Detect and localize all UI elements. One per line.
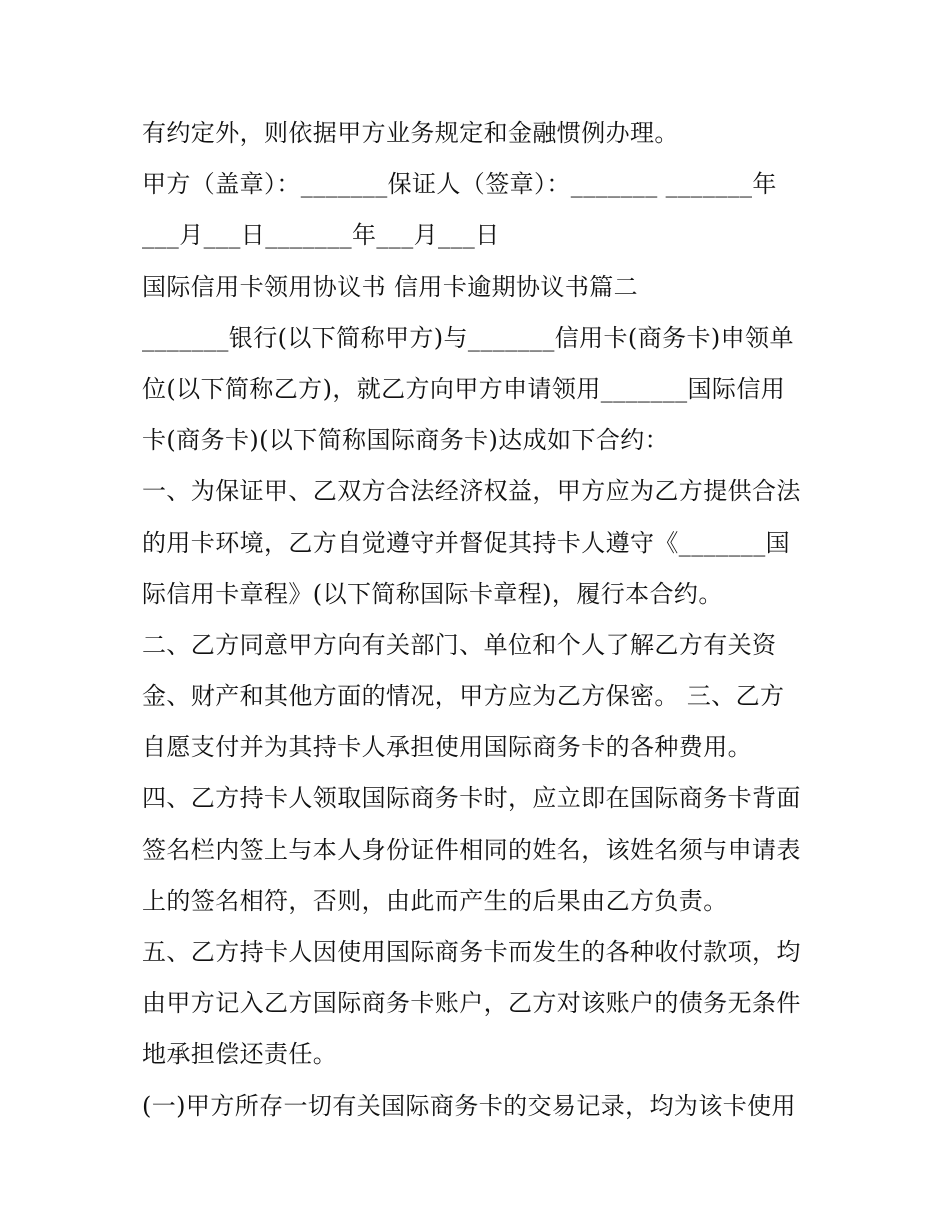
text-line: 上的签名相符，否则，由此而产生的后果由乙方负责。	[142, 886, 728, 915]
document-body	[142, 108, 822, 1132]
text-line: 一、为保证甲、乙双方合法经济权益，甲方应为乙方提供合法	[142, 477, 801, 506]
text-line: 金、财产和其他方面的情况，甲方应为乙方保密。 三、乙方	[142, 682, 785, 711]
text-line: _______银行(以下简称甲方)与_______信用卡(商务卡)申领单	[142, 323, 794, 352]
section-title: 国际信用卡领用协议书 信用卡逾期协议书篇二	[142, 272, 639, 301]
text-line: (一)甲方所存一切有关国际商务卡的交易记录，均为该卡使用	[142, 1091, 796, 1120]
date-line: ___月___日_______年___月___日	[142, 221, 500, 250]
text-line: 四、乙方持卡人领取国际商务卡时，应立即在国际商务卡背面	[142, 784, 801, 813]
text-line: 二、乙方同意甲方向有关部门、单位和个人了解乙方有关资	[142, 630, 777, 659]
text-line: 卡(商务卡)(以下简称国际商务卡)达成如下合约：	[142, 426, 670, 455]
text-line: 五、乙方持卡人因使用国际商务卡而发生的各种收付款项，均	[142, 938, 801, 966]
text-line: 的用卡环境，乙方自觉遵守并督促其持卡人遵守《_______国	[142, 528, 790, 557]
text-line: 位(以下简称乙方)，就乙方向甲方申请领用_______国际信用	[142, 374, 786, 403]
text-line: 签名栏内签上与本人身份证件相同的姓名，该姓名须与申请表	[142, 835, 801, 864]
text-line: 由甲方记入乙方国际商务卡账户，乙方对该账户的债务无条件	[142, 989, 801, 1018]
text-line: 有约定外，则依据甲方业务规定和金融惯例办理。	[142, 119, 679, 147]
text-line: 自愿支付并为其持卡人承担使用国际商务卡的各种费用。	[142, 733, 752, 762]
signature-line: 甲方（盖章）：_______保证人（签章）：_______ _______年	[142, 170, 777, 199]
text-line: 际信用卡章程》(以下简称国际卡章程)，履行本合约。	[142, 579, 723, 608]
text-line: 地承担偿还责任。	[142, 1040, 338, 1069]
